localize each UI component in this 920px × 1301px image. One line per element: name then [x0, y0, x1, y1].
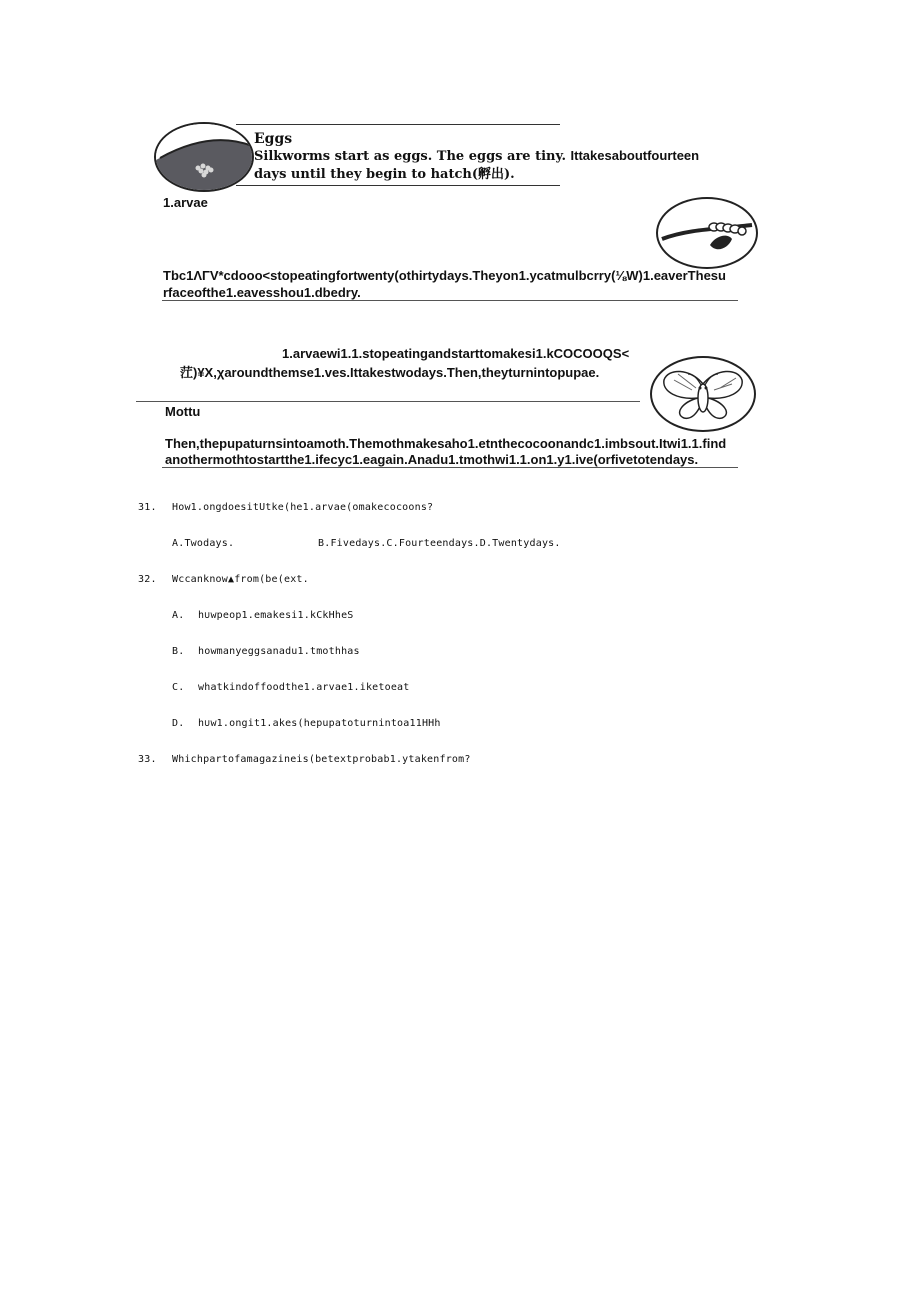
- larvae-line-2: rfaceofthe1.eavesshou1.dbedry.: [163, 285, 361, 300]
- pupae-line-1: 1.arvaewi1.1.stopeatingandstarttomakesi1.kCOCOOQS<: [282, 346, 630, 361]
- question-32-option-c-letter: C.: [172, 682, 185, 693]
- pupae-rule: [136, 401, 640, 402]
- question-32-option-a-letter: A.: [172, 610, 185, 621]
- question-32-option-d[interactable]: h∪w1.ongit1.akes(hepupatoturnintoa11HHh: [198, 718, 441, 729]
- question-32-option-a[interactable]: h∪wpeop1.emakesi1.kCkHheS: [198, 610, 354, 621]
- moth-illustration: [650, 356, 756, 432]
- moth-line-1: Then,thepupaturnsintoamoth.Themothmakesaho1.etnthecocoonandc1.imbsout.Itwi1.1.find: [165, 436, 727, 451]
- question-31-text: How1.ongdoesitUtke(he1.arvae(omakecocoons?: [172, 502, 434, 513]
- larva-on-leaf-icon: [658, 199, 756, 267]
- egg-cluster-icon: [156, 124, 252, 190]
- question-31-number: 31.: [138, 502, 157, 513]
- moth-line-2: anothermothtostartthe1.ifecyc1.eagain.Anadu1.tmothwi1.1.on1.y1.ive(orfivetotendays.: [165, 452, 699, 467]
- question-33-number: 33.: [138, 754, 157, 765]
- eggs-top-rule: [236, 124, 560, 125]
- question-32-option-b-letter: B.: [172, 646, 185, 657]
- eggs-bottom-rule: [236, 185, 560, 186]
- question-32-text: Wccanknow▲from(be(ext.: [172, 574, 309, 585]
- moth-icon: [652, 358, 754, 430]
- larva-illustration: [656, 197, 758, 269]
- question-33-text: Whichpartofamagazineis(betextprobab1.ytakenfrom?: [172, 754, 471, 765]
- question-31-options-bcd[interactable]: B.Fivedays.C.Fourteendays.D.Twentydays.: [318, 538, 561, 549]
- question-32-number: 32.: [138, 574, 157, 585]
- moth-rule: [162, 467, 738, 468]
- larvae-rule: [162, 300, 738, 301]
- pupae-line-2: 茳)¥X,χaroundthemse1.ves.Ittakestwodays.Then,theyturnintopupae.: [180, 365, 600, 380]
- question-31-option-a[interactable]: A.Twodays.: [172, 538, 235, 549]
- question-32-option-b[interactable]: howmanyeggsanadu1.tmothhas: [198, 646, 360, 657]
- eggs-line-1-start: Silkworms start as eggs. The eggs are tiny.: [254, 149, 567, 164]
- question-32-option-c[interactable]: whatkindoffoodthe1.arvae1.iketoeat: [198, 682, 410, 693]
- eggs-line-1-tail: Ittakesaboutfourteen: [570, 148, 700, 163]
- moth-heading: Mottu: [165, 404, 201, 419]
- question-32-option-d-letter: D.: [172, 718, 185, 729]
- eggs-illustration: [154, 122, 254, 192]
- eggs-heading: Eggs: [254, 131, 293, 147]
- larvae-line-1: Tbc1ΛΓV*cdooo<stopeatingfortwenty(othirtydays.Theyon1.ycatmulbcrry(⅛W)1.eaverThesu: [163, 268, 726, 283]
- larvae-heading: 1.arvae: [163, 195, 208, 210]
- eggs-line-2: days until they begin to hatch(孵出).: [254, 167, 515, 182]
